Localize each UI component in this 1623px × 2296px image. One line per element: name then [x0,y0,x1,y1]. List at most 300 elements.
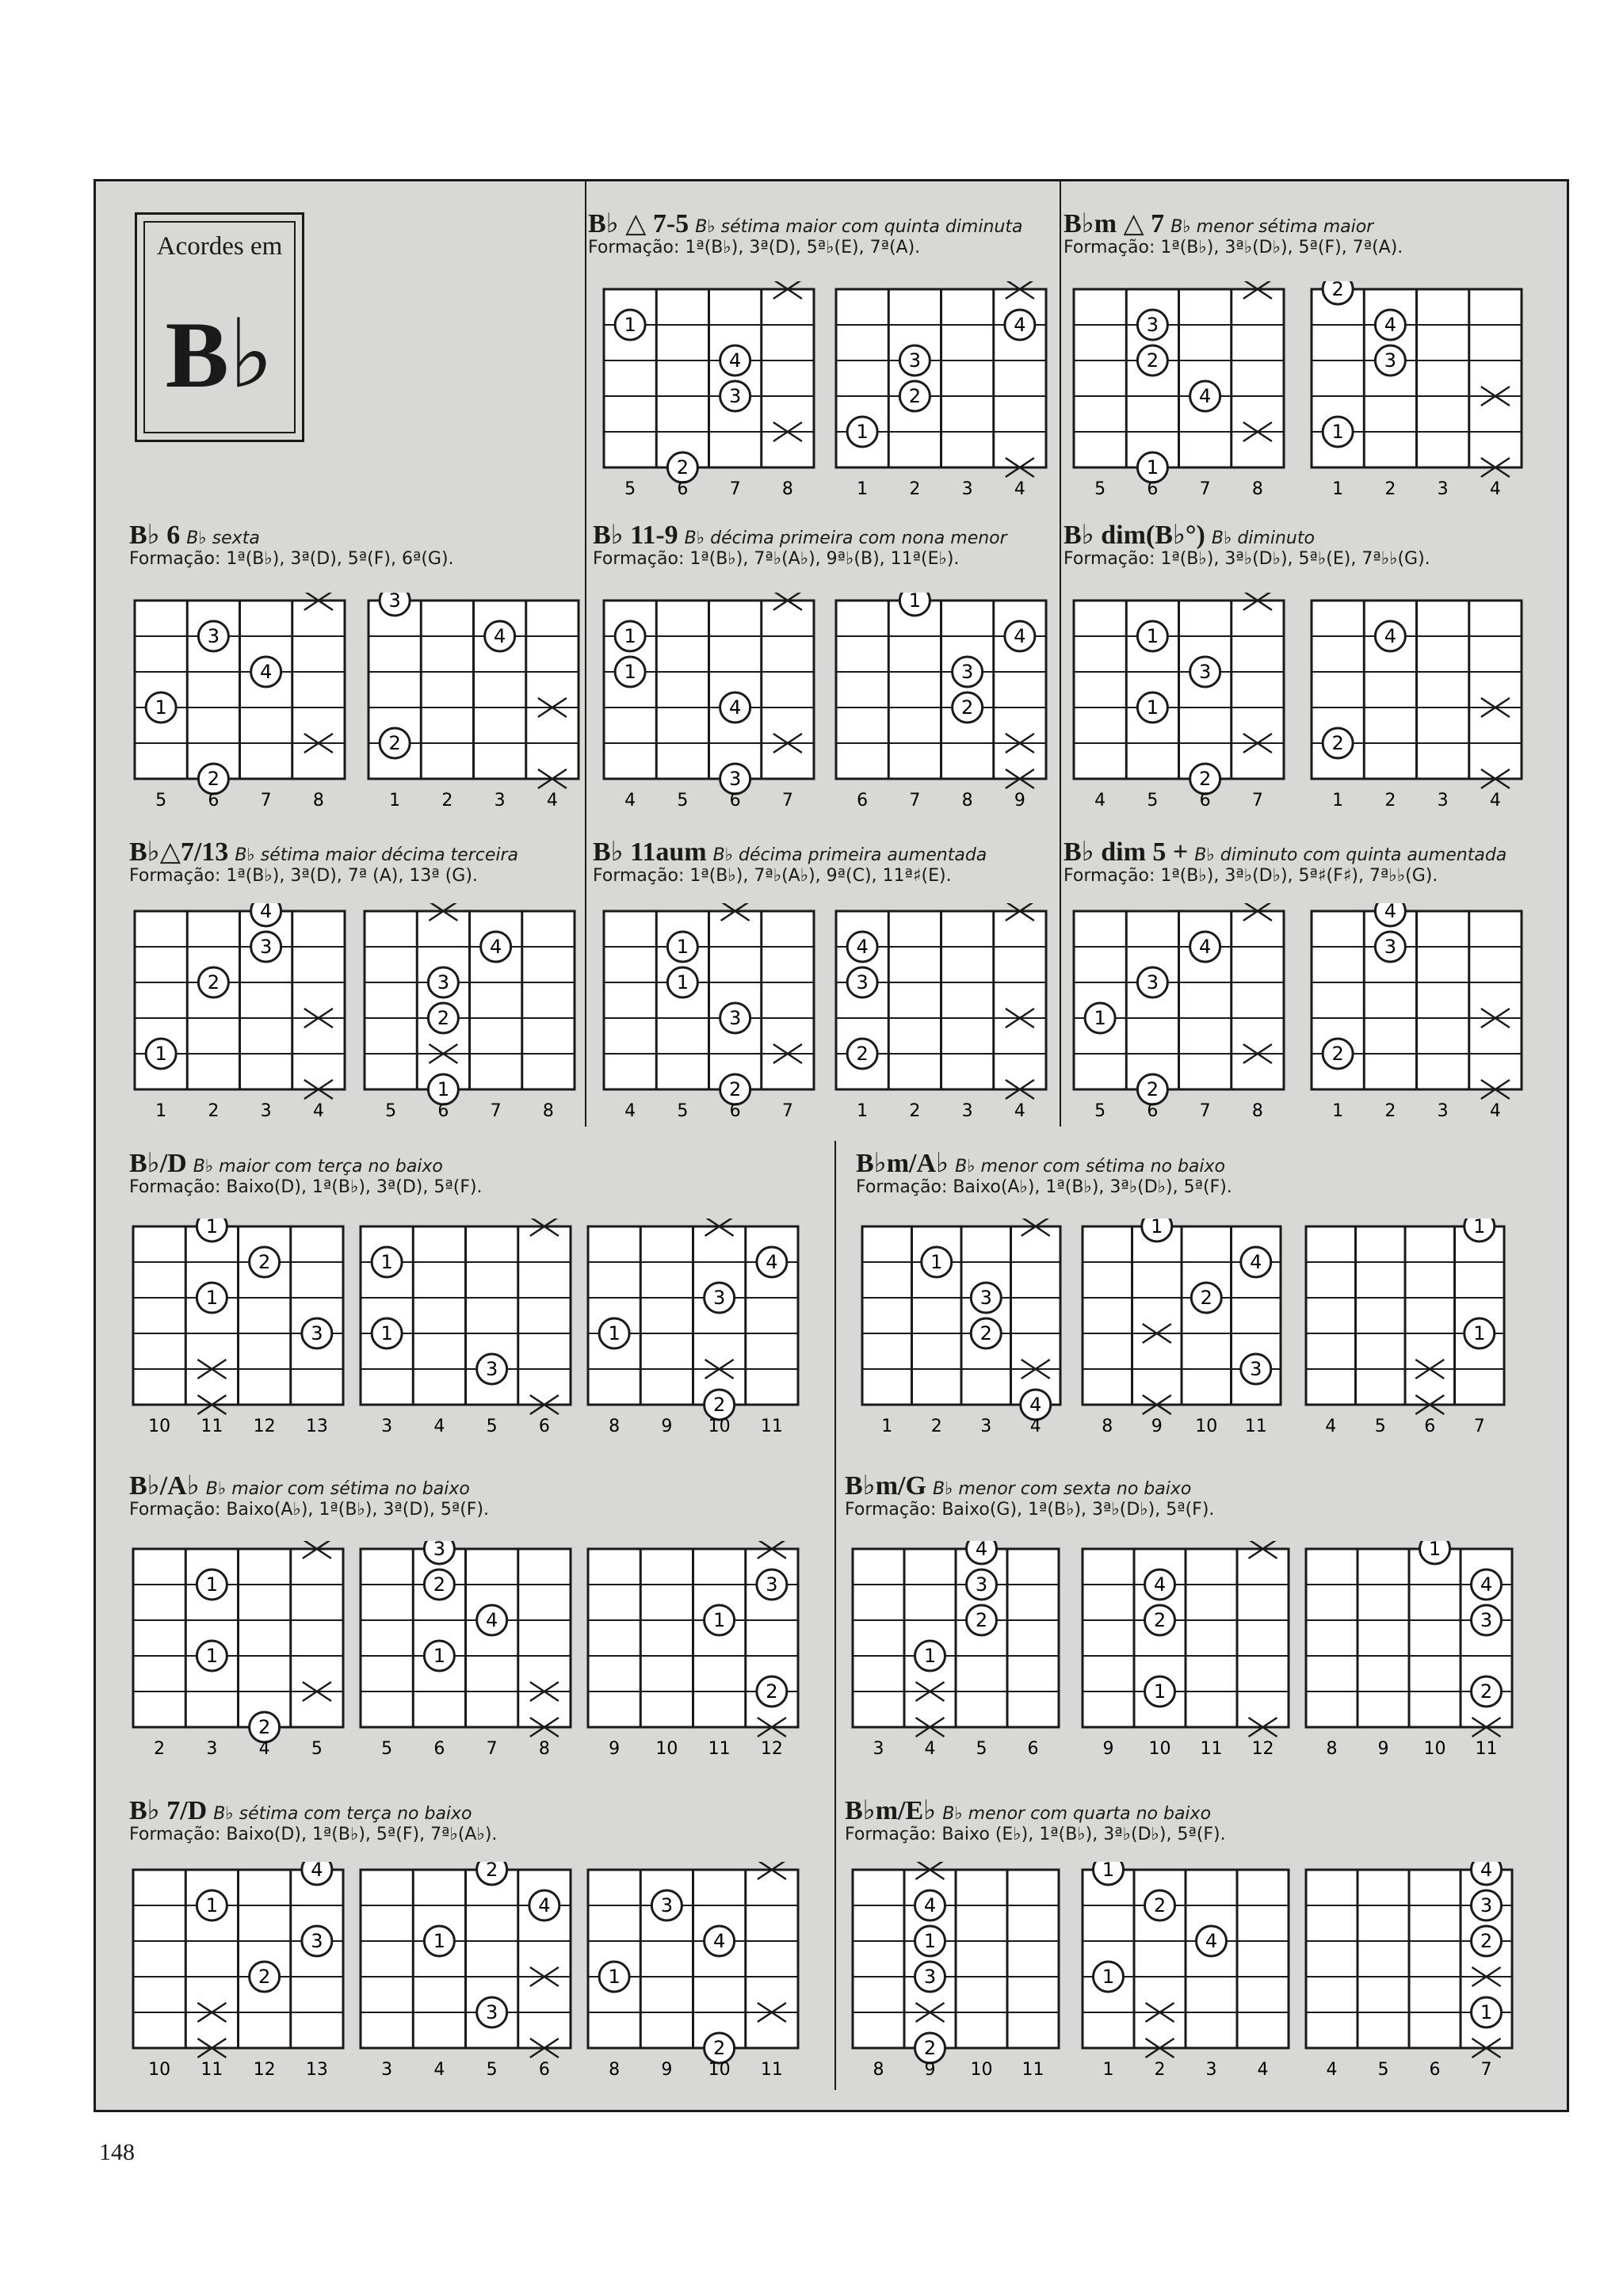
finger-number: 1 [1153,1680,1167,1703]
finger-number: 2 [1200,1287,1212,1309]
finger-number: 4 [1384,625,1397,647]
finger-number: 3 [1384,936,1397,958]
chord-diagram [357,903,594,1137]
fret-number: 12 [253,2060,276,2080]
chord-diagram [854,1219,1080,1452]
fret-number: 11 [760,1417,783,1436]
fret-number: 4 [1094,791,1106,810]
fret-number: 7 [781,1101,793,1121]
fret-number: 10 [970,2060,993,2080]
chord-diagram [353,1862,590,2096]
chord-description: B♭ menor com sétima no baixo [955,1157,1226,1177]
chord-header [129,836,518,886]
finger-number: 4 [1029,1394,1042,1416]
fret-number: 4 [1014,479,1025,499]
fret-number: 2 [1154,2060,1166,2080]
fret-number: 1 [389,791,401,810]
finger-number: 2 [728,1078,742,1100]
finger-number: 3 [1198,661,1212,683]
finger-number: 2 [207,971,220,994]
chord-name: B♭△7/13 [129,837,229,867]
chord-description: B♭ sexta [186,528,260,548]
finger-number: 1 [205,1573,219,1596]
chord-header [129,1470,489,1520]
fret-number: 6 [538,1417,550,1436]
finger-number: 4 [1198,936,1212,958]
finger-number: 2 [1153,1609,1167,1631]
finger-number: 3 [1480,1609,1493,1631]
fret-number: 8 [542,1101,554,1121]
fret-number: 5 [1374,1417,1386,1436]
finger-number: 3 [975,1573,988,1596]
chord-description: B♭ diminuto [1211,528,1315,548]
finger-number: 2 [1331,1043,1344,1065]
chord-name: B♭/D [129,1149,187,1178]
finger-number: 1 [1102,1966,1115,1988]
fret-number: 11 [1244,1417,1267,1436]
chord-diagram [353,1541,590,1775]
chord-diagram [845,1541,1079,1775]
fret-number: 12 [760,1739,783,1759]
fret-number: 9 [1151,1417,1163,1436]
fret-number: 2 [909,479,921,499]
chord-formula: Formação: 1ª(B♭), 7ª♭(A♭), 9ª(C), 11ª♯(E). [593,866,952,886]
fret-number: 4 [1325,1417,1337,1436]
chord-description: B♭ menor sétima maior [1170,217,1374,237]
fret-number: 8 [873,2060,884,2080]
fret-number: 6 [1199,791,1211,810]
finger-number: 4 [489,936,502,958]
chord-diagram [845,1862,1079,2096]
fret-number: 7 [781,791,793,810]
chord-name: B♭ dim(B♭°) [1064,521,1205,550]
chord-header [845,1794,1226,1844]
chord-diagram [580,1862,818,2096]
finger-number: 4 [1480,1862,1493,1881]
finger-number: 1 [1102,1862,1115,1881]
fret-number: 4 [258,1739,270,1759]
fret-number: 13 [305,1417,328,1436]
chord-header [129,1794,497,1844]
fret-number: 1 [881,1417,893,1436]
finger-number: 1 [930,1251,943,1273]
finger-number: 3 [433,1541,446,1560]
fret-number: 9 [924,2060,936,2080]
fret-number: 5 [1377,2060,1389,2080]
fret-number: 3 [260,1101,272,1121]
fret-number: 10 [1423,1739,1446,1759]
fret-number: 10 [708,2060,731,2080]
chord-formula: Formação: Baixo (E♭), 1ª(B♭), 3ª♭(D♭), 5ª(F). [845,1825,1226,1844]
chord-diagram [1066,281,1304,515]
fret-number: 7 [729,479,741,499]
fret-number: 5 [486,2060,498,2080]
fret-number: 7 [1251,791,1263,810]
finger-number: 1 [1428,1541,1442,1560]
finger-number: 3 [1250,1358,1262,1380]
finger-number: 2 [258,1251,271,1273]
finger-number: 1 [1146,456,1159,479]
chord-header [129,519,454,569]
chord-diagram [127,903,365,1137]
fret-number: 8 [538,1739,550,1759]
chord-formula: Formação: Baixo(D), 1ª(B♭), 3ª(D), 5ª(F). [129,1177,483,1197]
chord-description: B♭ sétima maior com quinta diminuta [695,217,1023,237]
fret-number: 4 [433,1417,445,1436]
chord-diagram [596,281,834,515]
finger-number: 1 [1146,696,1159,719]
fret-number: 8 [609,1417,621,1436]
chord-formula: Formação: Baixo(G), 1ª(B♭), 3ª♭(D♭), 5ª(F). [845,1500,1215,1520]
fret-number: 7 [260,791,272,810]
chord-diagram [1075,1541,1308,1775]
fret-number: 4 [1257,2060,1269,2080]
fret-number: 3 [1205,2060,1217,2080]
finger-number: 4 [493,625,506,647]
fret-number: 6 [857,791,869,810]
finger-number: 4 [259,661,273,683]
fret-number: 7 [490,1101,502,1121]
chord-name: B♭ 7/D [129,1796,208,1825]
finger-number: 2 [975,1609,988,1631]
fret-number: 13 [305,2060,328,2080]
fret-number: 4 [546,791,558,810]
fret-number: 5 [486,1417,498,1436]
finger-number: 1 [608,1322,621,1344]
chord-name: B♭ △ 7-5 [588,209,689,238]
chord-formula: Formação: 1ª(B♭), 7ª♭(A♭), 9ª♭(B), 11ª(E♭). [593,549,960,569]
finger-number: 2 [437,1007,450,1029]
fret-number: 4 [1029,1417,1041,1436]
column-divider [834,1141,836,2090]
chord-formula: Formação: Baixo(A♭), 1ª(B♭), 3ª(D), 5ª(F). [129,1500,490,1520]
chord-diagram [353,1219,590,1452]
finger-number: 4 [485,1609,498,1631]
finger-number: 3 [388,593,401,612]
finger-number: 2 [388,732,401,754]
fret-number: 8 [1251,479,1263,499]
fret-number: 8 [1102,1417,1113,1436]
fret-number: 6 [1424,1417,1436,1436]
fret-number: 7 [1473,1417,1485,1436]
fret-number: 3 [961,479,973,499]
page-title-box [135,212,304,442]
fret-number: 11 [760,2060,783,2080]
chord-name: B♭ 6 [129,521,181,550]
chord-header [593,836,987,886]
fret-number: 10 [148,1417,171,1436]
chord-diagram [596,903,834,1137]
fret-number: 4 [624,791,636,810]
chord-diagram [828,281,1066,515]
finger-number: 2 [258,1716,271,1738]
fret-number: 6 [538,2060,550,2080]
finger-number: 4 [1014,314,1026,336]
fret-number: 3 [961,1101,973,1121]
fret-number: 4 [1326,2060,1338,2080]
chord-description: B♭ maior com sétima no baixo [205,1479,470,1499]
finger-number: 3 [485,2001,498,2023]
finger-number: 3 [437,971,450,994]
fret-number: 4 [1489,791,1501,810]
fret-number: 3 [1437,791,1449,810]
fret-number: 1 [155,1101,167,1121]
fret-number: 1 [857,1101,869,1121]
fret-number: 5 [677,791,689,810]
finger-number: 4 [1205,1930,1218,1952]
finger-number: 3 [1146,314,1159,336]
chord-formula: Formação: 1ª(B♭), 3ª♭(D♭), 5ª(F), 7ª(A). [1064,238,1403,257]
fret-number: 9 [1014,791,1025,810]
finger-number: 2 [766,1680,778,1703]
finger-number: 2 [207,768,220,790]
fret-number: 6 [1147,479,1159,499]
fret-number: 5 [385,1101,397,1121]
fret-number: 5 [381,1739,393,1759]
finger-number: 1 [155,1043,167,1065]
chord-diagram [596,593,834,826]
fret-number: 6 [433,1739,445,1759]
fret-number: 10 [148,2060,171,2080]
finger-number: 3 [960,661,974,683]
chord-diagram [1066,593,1304,826]
finger-number: 2 [433,1573,446,1596]
finger-number: 1 [205,1287,219,1309]
finger-number: 3 [712,1287,726,1309]
chord-name: B♭ 11-9 [593,521,678,550]
fret-number: 8 [609,2060,621,2080]
finger-number: 1 [433,1930,446,1952]
fret-number: 3 [494,791,506,810]
chord-name: B♭m/G [845,1471,926,1501]
finger-number: 4 [1384,903,1397,922]
chord-name: B♭m △ 7 [1064,209,1165,238]
finger-number: 1 [1473,1219,1486,1238]
fret-number: 2 [208,1101,220,1121]
fret-number: 7 [486,1739,498,1759]
chord-diagram [828,903,1066,1137]
finger-number: 4 [259,903,273,922]
finger-number: 1 [380,1322,393,1344]
fret-number: 5 [155,791,167,810]
fret-number: 10 [1195,1417,1218,1436]
fret-number: 11 [200,2060,223,2080]
fret-number: 8 [781,479,793,499]
finger-number: 3 [728,385,742,407]
fret-number: 8 [312,791,324,810]
fret-number: 11 [200,1417,223,1436]
finger-number: 2 [1331,732,1344,754]
finger-number: 1 [155,696,167,719]
finger-number: 4 [1480,1573,1493,1596]
fret-number: 9 [661,1417,673,1436]
finger-number: 1 [1094,1007,1106,1029]
finger-number: 1 [624,625,636,647]
chord-formula: Formação: 1ª(B♭), 3ª(D), 7ª (A), 13ª (G). [129,866,478,886]
fret-number: 1 [1332,791,1344,810]
chord-diagram [580,1541,818,1775]
fret-number: 6 [1147,1101,1159,1121]
fret-number: 3 [980,1417,992,1436]
fret-number: 8 [1251,1101,1263,1121]
chord-diagram [1298,1541,1532,1775]
chord-description: B♭ maior com terça no baixo [193,1157,443,1177]
finger-number: 1 [676,936,689,958]
fret-number: 7 [1199,479,1211,499]
fret-number: 6 [1429,2060,1441,2080]
finger-number: 1 [205,1219,219,1238]
fret-number: 12 [1251,1739,1274,1759]
finger-number: 1 [676,971,689,994]
chord-diagram [1304,281,1541,515]
finger-number: 4 [856,936,869,958]
finger-number: 3 [1480,1894,1493,1917]
finger-number: 4 [1384,314,1397,336]
finger-number: 1 [1480,2001,1493,2023]
chord-description: B♭ diminuto com quinta aumentada [1194,845,1507,865]
finger-number: 1 [624,661,636,683]
fret-number: 1 [1102,2060,1114,2080]
fret-number: 5 [624,479,636,499]
fret-number: 4 [624,1101,636,1121]
finger-number: 2 [1153,1894,1167,1917]
fret-number: 3 [873,1739,884,1759]
finger-number: 1 [712,1609,726,1631]
fret-number: 10 [708,1417,731,1436]
finger-number: 2 [960,696,974,719]
fret-number: 9 [661,2060,673,2080]
fret-number: 3 [1437,1101,1449,1121]
finger-number: 2 [908,385,922,407]
finger-number: 3 [207,625,220,647]
fret-number: 1 [857,479,869,499]
finger-number: 4 [728,349,742,372]
fret-number: 8 [961,791,973,810]
finger-number: 2 [1331,281,1344,300]
chord-diagram [361,593,598,826]
chord-formula: Formação: 1ª(B♭), 3ª(D), 5ª♭(E), 7ª(A). [588,238,921,257]
chord-header [129,1147,483,1197]
chord-formula: Formação: 1ª(B♭), 3ª♭(D♭), 5ª♯(F♯), 7ª♭♭(G). [1064,866,1438,886]
fret-number: 11 [1475,1739,1498,1759]
finger-number: 4 [1198,385,1212,407]
chord-diagram [1304,903,1541,1137]
finger-number: 1 [433,1645,446,1667]
fret-number: 3 [1437,479,1449,499]
fret-number: 5 [1147,791,1159,810]
finger-number: 2 [712,1394,726,1416]
fret-number: 3 [206,1739,218,1759]
finger-number: 1 [923,1645,937,1667]
fret-number: 3 [381,1417,393,1436]
page-number: 148 [99,2139,135,2165]
chord-diagram [125,1541,363,1775]
finger-number: 1 [437,1078,450,1100]
finger-number: 2 [258,1966,271,1988]
finger-number: 3 [311,1930,323,1952]
page-title-line2: B♭ [165,302,274,407]
finger-number: 3 [766,1573,778,1596]
finger-number: 3 [923,1966,937,1988]
finger-number: 2 [1480,1930,1493,1952]
finger-number: 3 [728,768,742,790]
chord-header [588,208,1022,257]
finger-number: 4 [538,1894,551,1917]
chord-diagram [127,593,365,826]
finger-number: 1 [908,593,922,612]
finger-number: 1 [1146,625,1159,647]
finger-number: 1 [856,421,869,443]
chord-header [1064,519,1430,569]
fret-number: 6 [208,791,220,810]
fret-number: 10 [1148,1739,1171,1759]
finger-number: 4 [728,696,742,719]
fret-number: 9 [609,1739,621,1759]
chord-formula: Formação: 1ª(B♭), 3ª♭(D♭), 5ª♭(E), 7ª♭♭(G). [1064,549,1430,569]
finger-number: 2 [485,1862,498,1881]
finger-number: 2 [856,1043,869,1065]
chord-header [1064,836,1507,886]
finger-number: 3 [980,1287,992,1309]
fret-number: 4 [1014,1101,1025,1121]
chord-description: B♭ décima primeira aumentada [712,845,987,865]
chord-description: B♭ menor com quarta no baixo [942,1804,1212,1824]
fret-number: 2 [154,1739,166,1759]
page-title-line1: Acordes em [156,232,283,261]
fret-number: 5 [311,1739,323,1759]
finger-number: 1 [380,1251,393,1273]
chord-diagram [1075,1219,1300,1452]
finger-number: 4 [923,1894,937,1917]
fret-number: 2 [1384,791,1396,810]
fret-number: 4 [924,1739,936,1759]
finger-number: 3 [259,936,273,958]
chord-diagram [1304,593,1541,826]
chord-diagram [125,1219,363,1452]
fret-number: 5 [1094,479,1106,499]
finger-number: 2 [1480,1680,1493,1703]
chord-diagram [125,1862,363,2096]
fret-number: 10 [655,1739,678,1759]
chord-header [593,519,1007,569]
fret-number: 5 [976,1739,987,1759]
fret-number: 6 [729,791,741,810]
finger-number: 1 [205,1645,219,1667]
fret-number: 2 [1384,479,1396,499]
fret-number: 11 [1022,2060,1044,2080]
finger-number: 3 [856,971,869,994]
chord-formula: Formação: Baixo(A♭), 1ª(B♭), 3ª♭(D♭), 5ª(F). [856,1177,1232,1197]
finger-number: 4 [311,1862,323,1881]
fret-number: 6 [1027,1739,1039,1759]
fret-number: 2 [930,1417,942,1436]
finger-number: 2 [923,2037,937,2059]
fret-number: 1 [1332,1101,1344,1121]
finger-number: 1 [205,1894,219,1917]
fret-number: 4 [1489,1101,1501,1121]
finger-number: 1 [608,1966,621,1988]
fret-number: 11 [708,1739,731,1759]
fret-number: 11 [1200,1739,1223,1759]
finger-number: 2 [980,1322,992,1344]
finger-number: 4 [1153,1573,1167,1596]
chord-diagram [1298,1219,1524,1452]
chord-formula: Formação: 1ª(B♭), 3ª(D), 5ª(F), 6ª(G). [129,549,454,569]
fret-number: 4 [1489,479,1501,499]
fret-number: 5 [677,1101,689,1121]
chord-diagram [580,1219,818,1452]
chord-diagram [1075,1862,1308,2096]
